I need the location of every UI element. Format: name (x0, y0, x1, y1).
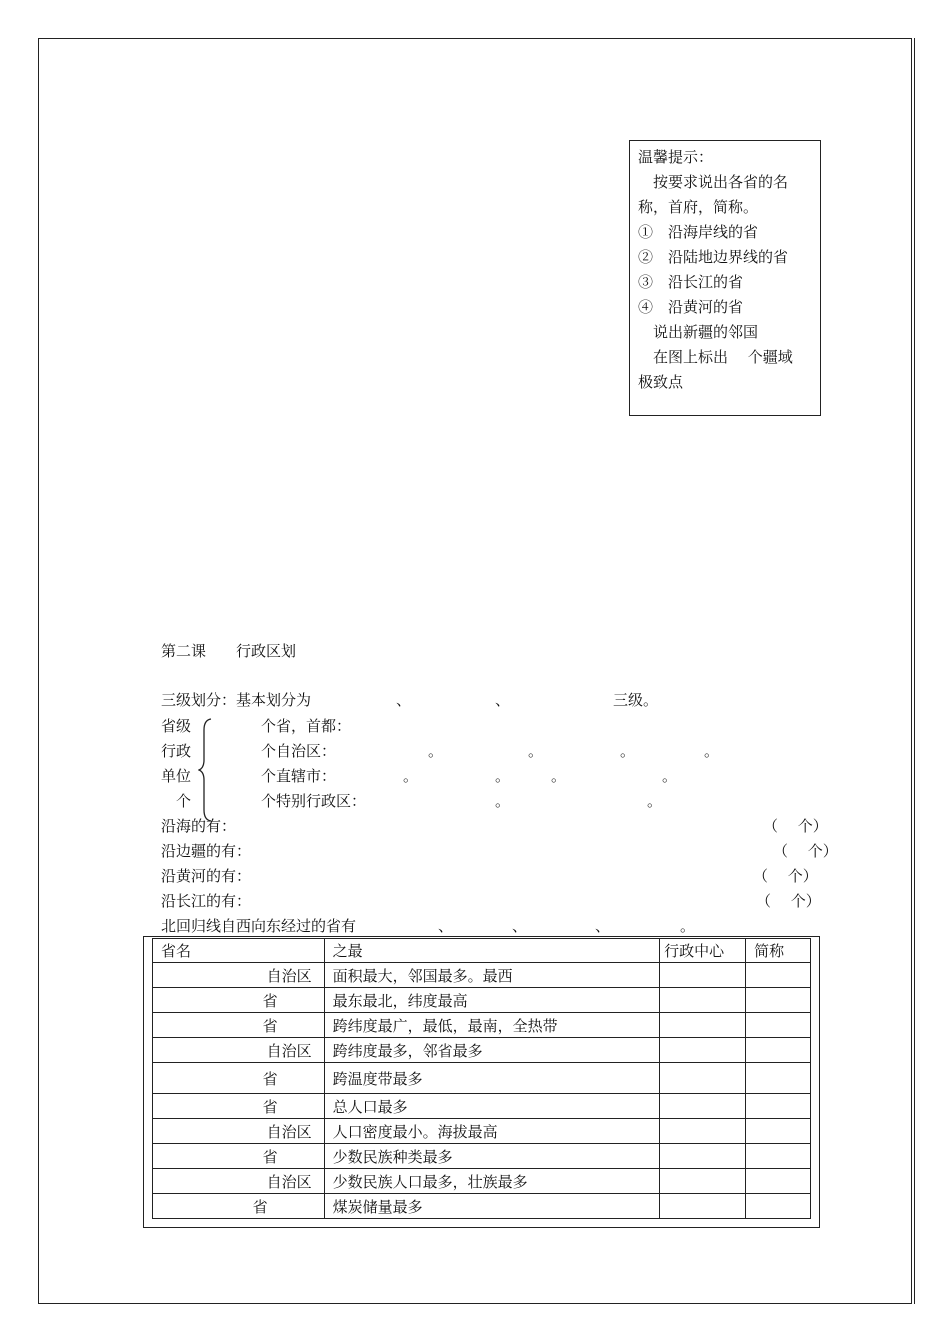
tip-line: ③ 沿长江的省 (638, 273, 744, 291)
separator: 、 (512, 917, 528, 935)
province-cell: 省 (153, 1194, 325, 1219)
count-suffix: （ 个） (763, 817, 828, 835)
count-suffix: （ 个） (756, 892, 821, 910)
capital-cell[interactable] (660, 1094, 746, 1119)
prov-label: 单位 (161, 767, 192, 785)
abbrev-cell[interactable] (746, 1194, 811, 1219)
province-cell: 省 (153, 1144, 325, 1169)
dot: 。 (495, 792, 511, 810)
lesson-title: 第二课 行政区划 (161, 642, 297, 660)
abbrev-cell[interactable] (746, 988, 811, 1013)
dot: 。 (403, 767, 419, 785)
yellow-river-label: 沿黄河的有： (161, 867, 252, 885)
three-level-label: 三级划分：基本划分为 (161, 691, 312, 709)
prov-item: 个自治区： (261, 742, 337, 760)
dot: 。 (620, 742, 636, 760)
table-header-row (153, 939, 811, 963)
coast-label: 沿海的有： (161, 817, 237, 835)
abbrev-cell[interactable] (746, 1063, 811, 1094)
tip-line: 称，首府，简称。 (638, 198, 759, 216)
capital-cell[interactable] (660, 1013, 746, 1038)
header-cell: 行政中心 (660, 939, 746, 963)
abbrev-cell[interactable] (746, 1119, 811, 1144)
capital-cell[interactable] (660, 1063, 746, 1094)
table-row (153, 1063, 811, 1094)
dot: 。 (647, 792, 663, 810)
superlative-cell: 人口密度最小。海拔最高 (324, 1119, 660, 1144)
province-cell: 省 (153, 1063, 325, 1094)
border-label: 沿边疆的有： (161, 842, 252, 860)
table-row (153, 1169, 811, 1194)
table-row (153, 1144, 811, 1169)
page-frame-edge (914, 38, 915, 1304)
superlative-cell: 少数民族人口最多，壮族最多 (324, 1169, 660, 1194)
table-row (153, 1119, 811, 1144)
capital-cell[interactable] (660, 1119, 746, 1144)
superlative-cell: 面积最大，邻国最多。最西 (324, 963, 660, 988)
abbrev-cell[interactable] (746, 1169, 811, 1194)
dot: 。 (680, 917, 696, 935)
yangtze-label: 沿长江的有： (161, 892, 252, 910)
prov-item: 个省，首都： (261, 717, 352, 735)
table-row (153, 963, 811, 988)
province-cell: 省 (153, 1094, 325, 1119)
separator: 、 (495, 691, 511, 709)
tropic-label: 北回归线自西向东经过的省有 (161, 917, 357, 935)
province-cell: 省 (153, 1013, 325, 1038)
dot: 。 (428, 742, 444, 760)
header-cell: 简称 (746, 939, 811, 963)
prov-label: 个 (161, 792, 192, 810)
table-row (153, 1013, 811, 1038)
dot: 。 (495, 767, 511, 785)
dot: 。 (704, 742, 720, 760)
table-row (153, 1038, 811, 1063)
dot: 。 (662, 767, 678, 785)
province-table (152, 938, 811, 1219)
superlative-cell: 最东最北，纬度最高 (324, 988, 660, 1013)
header-cell: 之最 (324, 939, 660, 963)
tip-line: ① 沿海岸线的省 (638, 223, 759, 241)
prov-label: 行政 (161, 742, 192, 760)
tip-line: 按要求说出各省的名 (638, 173, 789, 191)
curly-brace-icon (198, 718, 212, 822)
capital-cell[interactable] (660, 963, 746, 988)
capital-cell[interactable] (660, 988, 746, 1013)
abbrev-cell[interactable] (746, 1013, 811, 1038)
tip-line: 说出新疆的邻国 (638, 323, 759, 341)
abbrev-cell[interactable] (746, 1094, 811, 1119)
tip-box (629, 140, 821, 416)
superlative-cell: 少数民族种类最多 (324, 1144, 660, 1169)
separator: 、 (438, 917, 454, 935)
superlative-cell: 跨纬度最多，邻省最多 (324, 1038, 660, 1063)
header-cell: 省名 (153, 939, 325, 963)
abbrev-cell[interactable] (746, 1144, 811, 1169)
count-suffix: （ 个） (773, 842, 838, 860)
tip-title: 温馨提示： (638, 148, 714, 166)
capital-cell[interactable] (660, 1194, 746, 1219)
tip-line: 在图上标出 个疆域 (638, 348, 793, 366)
dot: 。 (551, 767, 567, 785)
capital-cell[interactable] (660, 1144, 746, 1169)
prov-item: 个特别行政区： (261, 792, 367, 810)
superlative-cell: 总人口最多 (324, 1094, 660, 1119)
separator: 、 (595, 917, 611, 935)
superlative-cell: 煤炭储量最多 (324, 1194, 660, 1219)
prov-item: 个直辖市： (261, 767, 337, 785)
province-cell: 自治区 (153, 963, 325, 988)
province-cell: 自治区 (153, 1169, 325, 1194)
table-row (153, 1194, 811, 1219)
province-cell: 自治区 (153, 1119, 325, 1144)
separator: 、 (396, 691, 412, 709)
tip-line: ② 沿陆地边界线的省 (638, 248, 789, 266)
dot: 。 (528, 742, 544, 760)
abbrev-cell[interactable] (746, 963, 811, 988)
table-row (153, 988, 811, 1013)
province-cell: 省 (153, 988, 325, 1013)
tip-line: ④ 沿黄河的省 (638, 298, 744, 316)
count-suffix: （ 个） (753, 867, 818, 885)
province-cell: 自治区 (153, 1038, 325, 1063)
superlative-cell: 跨温度带最多 (324, 1063, 660, 1094)
superlative-cell: 跨纬度最广，最低，最南，全热带 (324, 1013, 660, 1038)
capital-cell[interactable] (660, 1169, 746, 1194)
prov-label: 省级 (161, 717, 192, 735)
three-level-end: 三级。 (613, 691, 659, 709)
table-row (153, 1094, 811, 1119)
abbrev-cell[interactable] (746, 1038, 811, 1063)
capital-cell[interactable] (660, 1038, 746, 1063)
tip-line: 极致点 (638, 373, 684, 391)
